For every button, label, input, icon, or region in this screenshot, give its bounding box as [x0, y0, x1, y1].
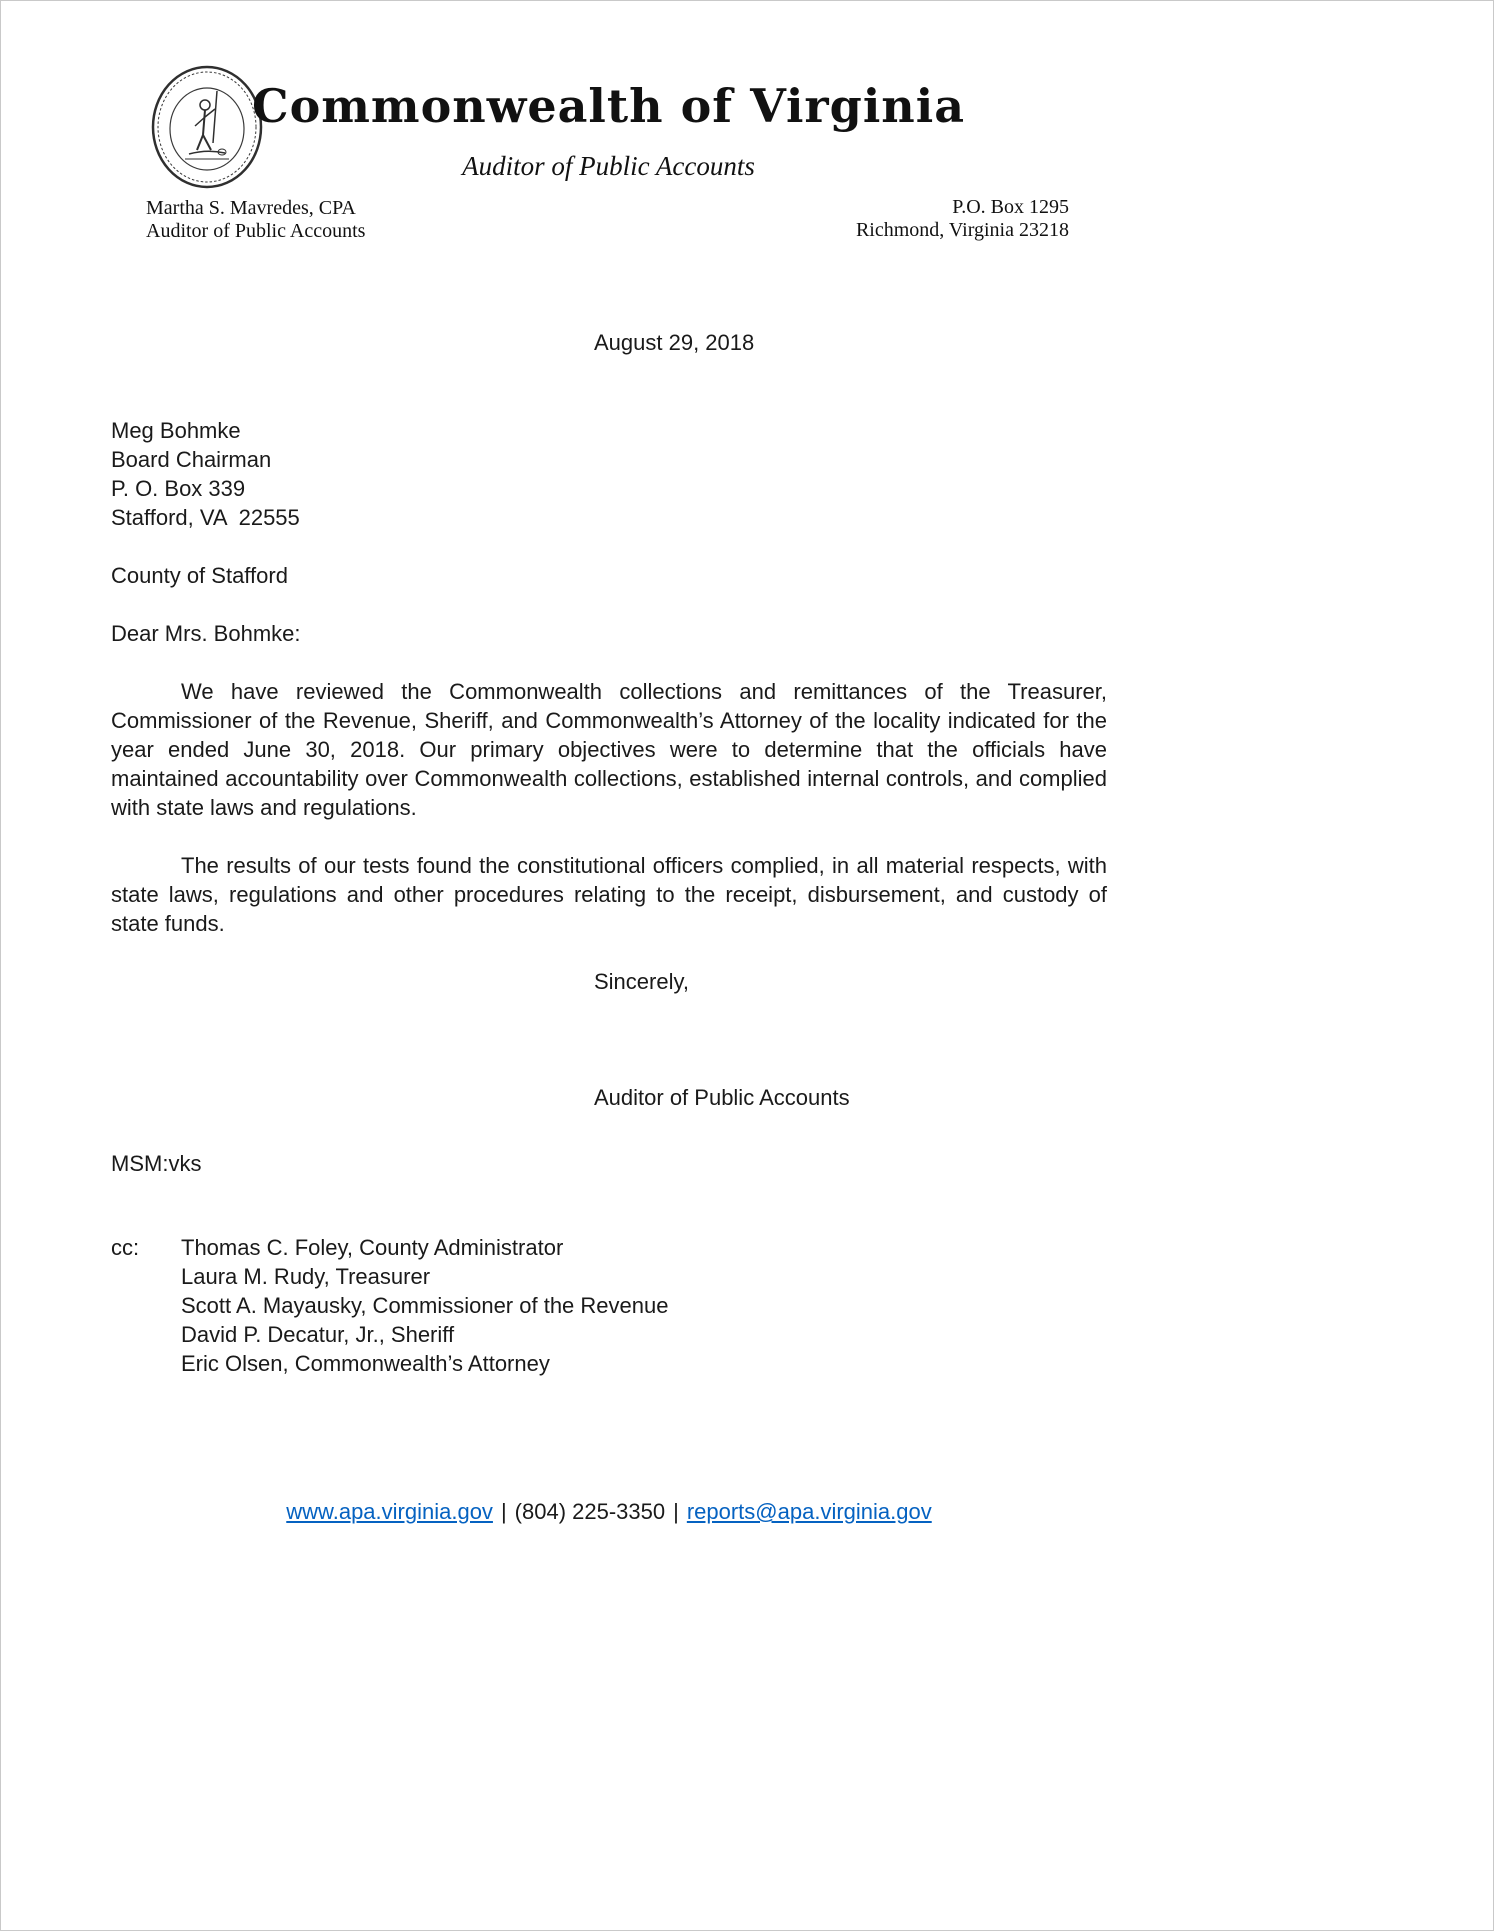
- cc-label: cc:: [111, 1235, 140, 1260]
- office-po-box: P.O. Box 1295: [952, 196, 1069, 218]
- auditor-name: Martha S. Mavredes, CPA: [146, 197, 356, 219]
- cc-list-item: David P. Decatur, Jr., Sheriff: [181, 1322, 455, 1347]
- salutation: Dear Mrs. Bohmke:: [111, 621, 301, 646]
- letter-body: [111, 328, 1107, 1378]
- footer: [111, 1497, 1107, 1526]
- recipient-address-line2: Stafford, VA 22555: [111, 505, 300, 530]
- office-address-block: [856, 196, 1069, 242]
- locality-line: County of Stafford: [111, 563, 288, 588]
- body-paragraph-1: We have reviewed the Commonwealth collections and remittances of the Treasurer, Commissioner of the Revenue, Sheriff, and Commonwealth’s Attorney of the locality indicated for the year ended June 30, 2018. Our primary objectives were to determine that the officials have maintained accountability over Commonwealth collections, established internal controls, and complied with state laws and regulations.: [111, 679, 1107, 820]
- website-link[interactable]: www.apa.virginia.gov: [286, 1499, 493, 1524]
- letter-date: August 29, 2018: [594, 330, 755, 355]
- recipient-address-line1: P. O. Box 339: [111, 476, 246, 501]
- cc-block: [111, 1233, 1107, 1378]
- org-name: Commonwealth of Virginia: [251, 79, 966, 133]
- auditor-contact-block: [146, 197, 365, 243]
- recipient-name: Meg Bohmke: [111, 418, 241, 443]
- signer-title: Auditor of Public Accounts: [594, 1085, 850, 1110]
- cc-list: [181, 1233, 668, 1378]
- cc-list-item: Laura M. Rudy, Treasurer: [181, 1264, 431, 1289]
- reference-initials: MSM:vks: [111, 1151, 202, 1176]
- cc-list-item: Eric Olsen, Commonwealth’s Attorney: [181, 1351, 550, 1376]
- email-link[interactable]: reports@apa.virginia.gov: [686, 1499, 932, 1524]
- body-paragraph-2: The results of our tests found the constitutional officers complied, in all material respects, with state laws, regulations and other procedures relating to the receipt, disbursement, and custody of state funds.: [111, 853, 1107, 936]
- cc-list-item: Scott A. Mayausky, Commissioner of the Revenue: [181, 1293, 669, 1318]
- recipient-address-block: [111, 416, 1107, 532]
- org-subtitle: Auditor of Public Accounts: [462, 151, 755, 181]
- footer-separator: |: [673, 1499, 679, 1524]
- closing: Sincerely,: [594, 969, 689, 994]
- recipient-title: Board Chairman: [111, 447, 272, 472]
- footer-phone: (804) 225-3350: [514, 1499, 666, 1524]
- office-city-state: Richmond, Virginia 23218: [855, 219, 1069, 241]
- cc-list-item: Thomas C. Foley, County Administrator: [181, 1235, 564, 1260]
- footer-separator: |: [500, 1499, 507, 1524]
- auditor-title: Auditor of Public Accounts: [146, 220, 366, 242]
